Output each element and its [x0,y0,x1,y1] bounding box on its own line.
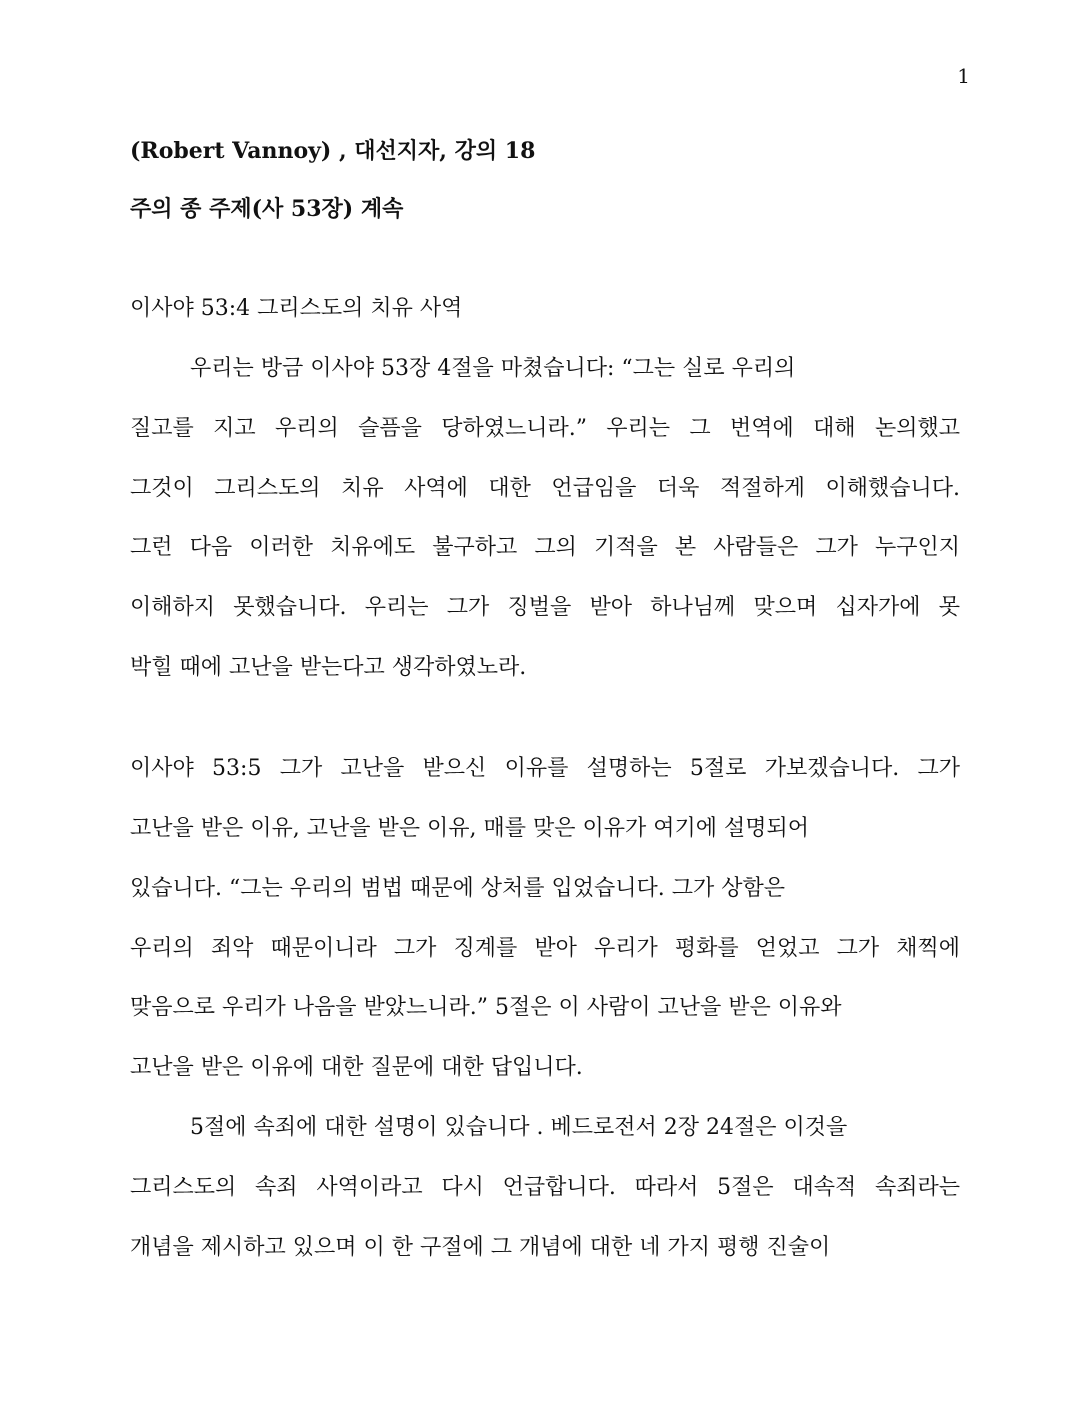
document-title: (Robert Vannoy) , 대선지자, 강의 18 [130,138,536,164]
paragraph-line: 개념을 제시하고 있으며 이 한 구절에 그 개념에 대한 네 가지 평행 진술이 [130,1235,831,1260]
page-number: 1 [957,64,970,88]
paragraph-line: 박힐 때에 고난을 받는다고 생각하였노라. [130,655,527,680]
paragraph-line: 이사야 53:5 그가 고난을 받으신 이유를 설명하는 5절로 가보겠습니다. 그가 [130,756,960,781]
paragraph-line: 질고를 지고 우리의 슬픔을 당하였느니라.” 우리는 그 번역에 대해 논의했고 [130,416,960,441]
paragraph-line: 5절에 속죄에 대한 설명이 있습니다 . 베드로전서 2장 24절은 이것을 [190,1115,848,1140]
paragraph-line: 그런 다음 이러한 치유에도 불구하고 그의 기적을 본 사람들은 그가 누구인지 [130,535,960,560]
paragraph-line: 우리는 방금 이사야 53장 4절을 마쳤습니다: “그는 실로 우리의 [190,356,796,381]
paragraph-line: 이해하지 못했습니다. 우리는 그가 징벌을 받아 하나님께 맞으며 십자가에 못 [130,595,960,620]
paragraph-line: 맞음으로 우리가 나음을 받았느니라.” 5절은 이 사람이 고난을 받은 이유와 [130,995,842,1020]
paragraph-line: 그리스도의 속죄 사역이라고 다시 언급합니다. 따라서 5절은 대속적 속죄라는 [130,1175,960,1200]
document-subtitle: 주의 종 주제(사 53장) 계속 [130,196,404,222]
paragraph-line: 우리의 죄악 때문이니라 그가 징계를 받아 우리가 평화를 얻었고 그가 채찍에 [130,936,960,961]
section-heading: 이사야 53:4 그리스도의 치유 사역 [130,296,463,321]
paragraph-line: 고난을 받은 이유에 대한 질문에 대한 답입니다. [130,1055,583,1080]
paragraph-line: 그것이 그리스도의 치유 사역에 대한 언급임을 더욱 적절하게 이해했습니다. [130,476,960,501]
paragraph-line: 고난을 받은 이유, 고난을 받은 이유, 매를 맞은 이유가 여기에 설명되어 [130,816,809,841]
paragraph-line: 있습니다. “그는 우리의 범법 때문에 상처를 입었습니다. 그가 상함은 [130,876,785,901]
